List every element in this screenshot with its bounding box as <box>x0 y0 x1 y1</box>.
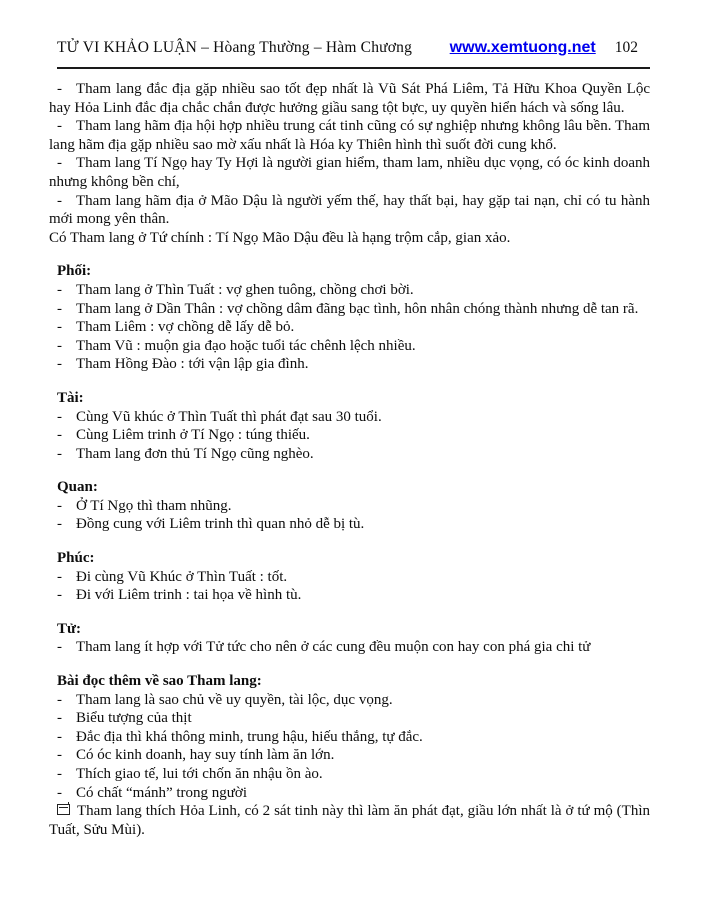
list-item <box>49 691 650 710</box>
bullet-text: Tham lang đắc địa gặp nhiều sao tốt đẹp nhất là Vũ Sát Phá Liêm, Tả Hữu Khoa Quyền Lộc hay Hỏa Linh đắc địa chắc chắn được hưởng giầu sang tột bực, uy quyền hiển hách và sống lâu. <box>49 81 650 116</box>
bullet-text: Tham lang là sao chủ về uy quyền, tài lộc, dục vọng. <box>76 691 393 708</box>
bullet-dash: - <box>57 710 62 727</box>
bullet-text: Tham lang ít hợp với Tử tức cho nên ở các cung đều muộn con hay con phá gia chi tử <box>76 639 591 656</box>
bullet-dash: - <box>57 568 62 585</box>
bullet-dash: - <box>57 497 62 514</box>
list-item <box>49 497 650 516</box>
list-item <box>49 568 650 587</box>
bullet-dash: - <box>57 728 62 745</box>
document-content <box>49 80 650 839</box>
section-heading-quan: Quan: <box>57 479 98 496</box>
note-text: Tham lang thích Hỏa Linh, có 2 sát tinh này thì làm ăn phát đạt, giầu lớn nhất là ở tứ mộ (Thìn Tuất, Sửu Mùi). <box>49 803 650 838</box>
bullet-text: Đi cùng Vũ Khúc ở Thìn Tuất : tốt. <box>76 568 288 585</box>
bullet-text: Tham Hồng Đào : tới vận lập gia đình. <box>76 356 309 373</box>
intro-bullet <box>49 80 650 117</box>
intro-bullet <box>49 154 650 191</box>
bullet-text: Có chất “mánh” trong người <box>76 784 248 801</box>
section-heading-tai: Tài: <box>57 389 84 406</box>
intro-closing: Có Tham lang ở Tứ chính : Tí Ngọ Mão Dậu đều là hạng trộm cắp, gian xảo. <box>49 229 511 246</box>
section-heading-phuc: Phúc: <box>57 550 95 567</box>
note-paragraph <box>49 802 650 839</box>
list-item <box>49 355 650 374</box>
bullet-dash: - <box>57 691 62 708</box>
bullet-dash: - <box>57 118 62 135</box>
bullet-text: Đắc địa thì khá thông minh, trung hậu, hiếu thắng, tự đắc. <box>76 728 423 745</box>
bullet-text: Tham Vũ : muộn gia đạo hoặc tuổi tác chênh lệch nhiều. <box>76 337 416 354</box>
bullet-text: Thích giao tế, lui tới chốn ăn nhậu ồn ào. <box>76 766 323 782</box>
bullet-text: Ở Tí Ngọ thì tham nhũng. <box>76 497 232 514</box>
bullet-dash: - <box>57 766 62 782</box>
list-item <box>49 709 650 728</box>
bullet-dash: - <box>57 281 62 298</box>
website-link[interactable]: www.xemtuong.net <box>449 39 596 56</box>
list-item <box>49 728 650 747</box>
bullet-dash: - <box>57 587 62 604</box>
bullet-text: Có óc kinh doanh, hay suy tính làm ăn lớn. <box>76 747 335 764</box>
bullet-text: Cùng Vũ khúc ở Thìn Tuất thì phát đạt sau 30 tuổi. <box>76 408 382 425</box>
page-title: TỬ VI KHẢO LUẬN – Hòang Thường – Hàm Chương <box>57 39 413 56</box>
list-item <box>49 765 650 784</box>
bullet-dash: - <box>57 408 62 425</box>
list-item <box>49 784 650 803</box>
list-item <box>49 300 650 319</box>
bullet-dash: - <box>57 747 62 764</box>
bullet-text: Tham lang hãm địa ở Mão Dậu là người yếm thế, hay thất bại, hay gặp tai nạn, chỉ có tu hành mới mong yên thân. <box>49 192 650 228</box>
bullet-text: Tham lang Tí Ngọ hay Ty Hợi là người gian hiểm, tham lam, nhiều dục vọng, có óc kinh doanh nhưng không bền chí, <box>49 155 650 190</box>
bullet-dash: - <box>57 337 62 354</box>
list-item <box>49 445 650 464</box>
list-item <box>49 318 650 337</box>
bullet-text: Tham lang ở Thìn Tuất : vợ ghen tuông, chồng chơi bời. <box>76 281 414 298</box>
note-icon <box>57 804 70 815</box>
list-item <box>49 281 650 300</box>
bullet-dash: - <box>57 81 62 97</box>
header-divider <box>57 67 650 69</box>
bullet-text: Tham Liêm : vợ chồng dễ lấy dễ bỏ. <box>76 319 295 336</box>
page-header <box>49 37 650 58</box>
bullet-text: Cùng Liêm trinh ở Tí Ngọ : túng thiếu. <box>76 427 310 444</box>
bullet-dash: - <box>57 516 62 533</box>
list-item <box>49 426 650 445</box>
bullet-dash: - <box>57 784 62 801</box>
bullet-dash: - <box>57 356 62 373</box>
list-item <box>49 408 650 427</box>
bullet-text: Đi với Liêm trinh : tai họa về hình tù. <box>76 587 302 604</box>
bullet-text: Đồng cung với Liêm trinh thì quan nhỏ dễ bị tù. <box>76 516 365 533</box>
page-number: 102 <box>614 39 638 56</box>
intro-bullet <box>49 192 650 229</box>
bullet-text: Tham lang ở Dần Thân : vợ chồng dâm đãng bạc tình, hôn nhân chóng thành nhưng dễ tan rã. <box>76 300 639 317</box>
list-item <box>49 337 650 356</box>
bullet-text: Biểu tượng của thịt <box>76 710 192 727</box>
section-heading-phoi: Phối: <box>57 263 92 280</box>
intro-bullet <box>49 117 650 154</box>
bullet-text: Tham lang hãm địa hội hợp nhiều trung cát tinh cũng có sự nghiệp nhưng không lâu bền. Tham lang hãm địa gặp nhiều sao mờ xấu nhất là Hóa ky Thiên hình thì suốt đời cung khổ. <box>49 118 650 153</box>
bullet-dash: - <box>57 445 62 462</box>
bullet-dash: - <box>57 319 62 336</box>
bullet-dash: - <box>57 155 62 172</box>
bullet-dash: - <box>57 427 62 444</box>
list-item <box>49 638 650 657</box>
list-item <box>49 515 650 534</box>
bullet-text: Tham lang đơn thủ Tí Ngọ cũng nghèo. <box>76 445 314 462</box>
bullet-dash: - <box>57 192 62 209</box>
section-heading-tu: Tử: <box>57 620 82 637</box>
bullet-dash: - <box>57 300 62 317</box>
section-heading-bai-doc-them: Bài đọc thêm về sao Tham lang: <box>57 673 262 690</box>
bullet-dash: - <box>57 639 62 656</box>
list-item <box>49 586 650 605</box>
list-item <box>49 746 650 765</box>
